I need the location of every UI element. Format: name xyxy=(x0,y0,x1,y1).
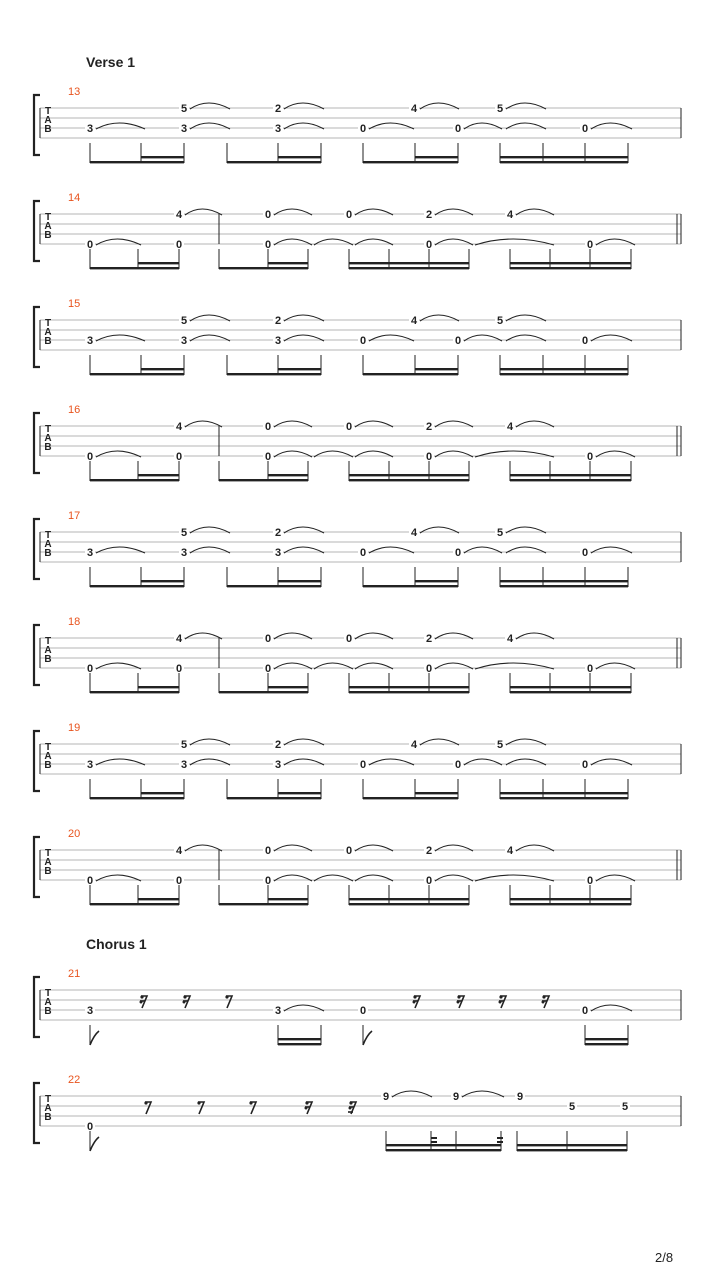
fret-number: 0 xyxy=(586,875,594,887)
beam xyxy=(510,903,631,905)
rest-16 xyxy=(413,995,421,1008)
beam-secondary xyxy=(268,474,308,476)
tab-clef-t: T xyxy=(44,848,52,859)
fret-number: 5 xyxy=(180,739,188,751)
system-bracket xyxy=(34,625,40,685)
fret-number: 0 xyxy=(175,663,183,675)
beam-secondary xyxy=(415,792,458,794)
beam xyxy=(227,161,321,163)
tab-clef-t: T xyxy=(44,530,52,541)
beam xyxy=(363,585,458,587)
beam-secondary xyxy=(141,156,184,158)
fret-number: 0 xyxy=(581,759,589,771)
fret-number: 0 xyxy=(264,209,272,221)
tab-clef-b: B xyxy=(44,866,52,877)
small-beam-mark xyxy=(431,1141,437,1143)
beam xyxy=(90,373,184,375)
fret-number: 0 xyxy=(581,1005,589,1017)
beam-secondary xyxy=(268,262,308,264)
beam xyxy=(219,267,308,269)
tab-clef-a: A xyxy=(44,1103,52,1114)
fret-number: 0 xyxy=(359,123,367,135)
fret-number: 3 xyxy=(274,335,282,347)
beam-secondary xyxy=(278,580,321,582)
system xyxy=(34,1074,681,1151)
beam-secondary xyxy=(517,1144,627,1146)
rest-dot xyxy=(413,1001,416,1004)
fret-number: 5 xyxy=(568,1101,576,1113)
rest-8 xyxy=(249,1101,256,1114)
measure-number: 13 xyxy=(68,86,81,98)
rest-dot xyxy=(542,995,545,998)
fret-number: 0 xyxy=(264,633,272,645)
beam xyxy=(90,691,179,693)
fret-number: 4 xyxy=(410,739,418,751)
rest-16 xyxy=(305,1101,313,1114)
fret-number: 5 xyxy=(496,527,504,539)
beam xyxy=(500,373,628,375)
fret-number: 0 xyxy=(264,239,272,251)
fret-number: 0 xyxy=(359,335,367,347)
fret-number: 3 xyxy=(86,759,94,771)
measure-number: 17 xyxy=(68,510,81,522)
measure-number: 16 xyxy=(68,404,81,416)
beam-secondary xyxy=(349,262,469,264)
tab-clef-t: T xyxy=(44,742,52,753)
fret-number: 2 xyxy=(274,739,282,751)
beam xyxy=(585,1043,628,1045)
tab-clef-a: A xyxy=(44,221,52,232)
fret-number: 0 xyxy=(359,1005,367,1017)
tab-clef-a: A xyxy=(44,857,52,868)
beam xyxy=(517,1149,627,1151)
fret-number: 0 xyxy=(86,663,94,675)
fret-number: 9 xyxy=(452,1091,460,1103)
fret-number: 3 xyxy=(274,123,282,135)
beam xyxy=(227,797,321,799)
beam xyxy=(386,1149,501,1151)
tab-clef-a: A xyxy=(44,751,52,762)
system-bracket xyxy=(34,413,40,473)
tab-clef-a: A xyxy=(44,539,52,550)
fret-number: 4 xyxy=(506,845,514,857)
fret-number: 4 xyxy=(175,421,183,433)
beam xyxy=(219,903,308,905)
tab-clef-b: B xyxy=(44,230,52,241)
rest-8 xyxy=(144,1101,151,1114)
fret-number: 0 xyxy=(454,123,462,135)
rest-dot xyxy=(542,1001,545,1004)
fret-number: 0 xyxy=(359,759,367,771)
beam xyxy=(349,479,469,481)
rest-dot xyxy=(183,995,186,998)
beam-secondary xyxy=(349,686,469,688)
fret-number: 0 xyxy=(86,239,94,251)
rest-dot xyxy=(457,1001,460,1004)
fret-number: 5 xyxy=(496,315,504,327)
fret-number: 9 xyxy=(382,1091,390,1103)
beam xyxy=(363,797,458,799)
tab-clef-t: T xyxy=(44,318,52,329)
fret-number: 3 xyxy=(180,335,188,347)
fret-number: 0 xyxy=(345,845,353,857)
system xyxy=(34,298,681,375)
beam xyxy=(90,479,179,481)
rest-dot xyxy=(499,995,502,998)
beam-secondary xyxy=(510,474,631,476)
fret-number: 0 xyxy=(586,451,594,463)
beam xyxy=(219,691,308,693)
beam xyxy=(219,479,308,481)
fret-number: 9 xyxy=(516,1091,524,1103)
fret-number: 4 xyxy=(175,845,183,857)
measure-number: 14 xyxy=(68,192,81,204)
beam-secondary xyxy=(278,368,321,370)
fret-number: 3 xyxy=(274,759,282,771)
fret-number: 4 xyxy=(506,421,514,433)
note-flag xyxy=(363,1031,372,1045)
tab-clef-b: B xyxy=(44,1006,52,1017)
beam-secondary xyxy=(510,686,631,688)
fret-number: 0 xyxy=(264,845,272,857)
fret-number: 0 xyxy=(86,1121,94,1133)
fret-number: 0 xyxy=(359,547,367,559)
fret-number: 0 xyxy=(264,875,272,887)
system xyxy=(34,616,681,693)
fret-number: 2 xyxy=(274,527,282,539)
beam-secondary xyxy=(141,580,184,582)
rest-32 xyxy=(348,1101,356,1114)
note-flag xyxy=(90,1031,99,1045)
fret-number: 0 xyxy=(175,239,183,251)
fret-number: 4 xyxy=(175,633,183,645)
note-flag xyxy=(90,1137,99,1151)
beam-secondary xyxy=(349,898,469,900)
beam xyxy=(227,373,321,375)
system-bracket xyxy=(34,977,40,1037)
tab-clef-b: B xyxy=(44,548,52,559)
rest-16 xyxy=(183,995,191,1008)
fret-number: 0 xyxy=(345,633,353,645)
beam xyxy=(363,161,458,163)
rest-dot xyxy=(249,1101,252,1104)
fret-number: 0 xyxy=(454,335,462,347)
beam-secondary xyxy=(278,792,321,794)
fret-number: 0 xyxy=(454,547,462,559)
tab-clef-t: T xyxy=(44,1094,52,1105)
fret-number: 0 xyxy=(345,421,353,433)
beam-secondary xyxy=(415,368,458,370)
system-bracket xyxy=(34,837,40,897)
tab-clef-t: T xyxy=(44,212,52,223)
fret-number: 0 xyxy=(586,663,594,675)
beam xyxy=(510,691,631,693)
fret-number: 4 xyxy=(410,315,418,327)
beam-secondary xyxy=(138,262,179,264)
rest-dot xyxy=(197,1101,200,1104)
fret-number: 3 xyxy=(274,547,282,559)
fret-number: 4 xyxy=(175,209,183,221)
system xyxy=(34,968,681,1045)
beam-secondary xyxy=(415,580,458,582)
tab-clef-b: B xyxy=(44,124,52,135)
fret-number: 5 xyxy=(496,739,504,751)
rest-dot xyxy=(413,995,416,998)
beam xyxy=(349,691,469,693)
fret-number: 4 xyxy=(506,633,514,645)
rest-dot xyxy=(144,1101,147,1104)
fret-number: 0 xyxy=(586,239,594,251)
rest-dot xyxy=(457,995,460,998)
fret-number: 0 xyxy=(581,547,589,559)
fret-number: 5 xyxy=(621,1101,629,1113)
beam-secondary xyxy=(415,156,458,158)
system-bracket xyxy=(34,201,40,261)
tab-clef-b: B xyxy=(44,654,52,665)
fret-number: 0 xyxy=(175,451,183,463)
tab-clef-b: B xyxy=(44,760,52,771)
beam xyxy=(227,585,321,587)
fret-number: 0 xyxy=(264,451,272,463)
measure-number: 19 xyxy=(68,722,81,734)
fret-number: 2 xyxy=(425,845,433,857)
rest-dot xyxy=(305,1107,308,1110)
tab-clef-a: A xyxy=(44,433,52,444)
beam xyxy=(363,373,458,375)
beam-secondary xyxy=(585,1038,628,1040)
beam-secondary xyxy=(268,686,308,688)
system-bracket xyxy=(34,1083,40,1143)
beam-secondary xyxy=(138,686,179,688)
fret-number: 5 xyxy=(180,315,188,327)
fret-number: 0 xyxy=(425,239,433,251)
fret-number: 0 xyxy=(425,875,433,887)
fret-number: 3 xyxy=(180,759,188,771)
rest-16 xyxy=(140,995,148,1008)
small-beam-mark xyxy=(431,1137,437,1139)
beam-secondary xyxy=(268,898,308,900)
measure-number: 20 xyxy=(68,828,81,840)
fret-number: 2 xyxy=(274,103,282,115)
system-bracket xyxy=(34,519,40,579)
rest-16 xyxy=(542,995,550,1008)
fret-number: 0 xyxy=(264,663,272,675)
beam-secondary xyxy=(141,368,184,370)
tab-clef-t: T xyxy=(44,106,52,117)
tab-clef-t: T xyxy=(44,424,52,435)
beam-secondary xyxy=(510,898,631,900)
beam xyxy=(349,903,469,905)
fret-number: 4 xyxy=(410,527,418,539)
beam-secondary xyxy=(141,792,184,794)
tab-clef-a: A xyxy=(44,115,52,126)
beam xyxy=(90,585,184,587)
measure-number: 21 xyxy=(68,968,81,980)
rest-dot xyxy=(225,995,228,998)
rest-8 xyxy=(197,1101,204,1114)
fret-number: 3 xyxy=(180,123,188,135)
rest-dot xyxy=(140,995,143,998)
beam xyxy=(90,161,184,163)
beam xyxy=(90,797,184,799)
fret-number: 2 xyxy=(274,315,282,327)
fret-number: 5 xyxy=(496,103,504,115)
beam-secondary xyxy=(278,1038,321,1040)
beam xyxy=(510,479,631,481)
fret-number: 3 xyxy=(86,123,94,135)
beam-secondary xyxy=(500,156,628,158)
beam xyxy=(90,903,179,905)
tab-clef-a: A xyxy=(44,645,52,656)
fret-number: 3 xyxy=(274,1005,282,1017)
fret-number: 0 xyxy=(454,759,462,771)
system xyxy=(34,192,681,269)
beam-secondary xyxy=(510,262,631,264)
small-beam-mark xyxy=(497,1137,503,1139)
beam xyxy=(349,267,469,269)
tab-clef-b: B xyxy=(44,336,52,347)
system-bracket xyxy=(34,95,40,155)
measure-number: 22 xyxy=(68,1074,81,1086)
rest-dot xyxy=(499,1001,502,1004)
system xyxy=(34,86,681,163)
tab-clef-b: B xyxy=(44,442,52,453)
beam-secondary xyxy=(138,474,179,476)
measure-number: 15 xyxy=(68,298,81,310)
tab-clef-a: A xyxy=(44,327,52,338)
fret-number: 3 xyxy=(180,547,188,559)
fret-number: 5 xyxy=(180,527,188,539)
rest-16 xyxy=(499,995,507,1008)
system-bracket xyxy=(34,731,40,791)
fret-number: 0 xyxy=(86,451,94,463)
fret-number: 3 xyxy=(86,547,94,559)
fret-number: 0 xyxy=(425,663,433,675)
beam-secondary xyxy=(138,898,179,900)
rest-16 xyxy=(457,995,465,1008)
measure-number: 18 xyxy=(68,616,81,628)
section-title-verse-1: Verse 1 xyxy=(86,54,136,70)
beam-secondary xyxy=(500,792,628,794)
fret-number: 0 xyxy=(86,875,94,887)
system xyxy=(34,722,681,799)
fret-number: 0 xyxy=(264,421,272,433)
beam xyxy=(500,161,628,163)
beam xyxy=(500,585,628,587)
fret-number: 5 xyxy=(180,103,188,115)
fret-number: 4 xyxy=(410,103,418,115)
fret-number: 0 xyxy=(425,451,433,463)
fret-number: 2 xyxy=(425,421,433,433)
fret-number: 0 xyxy=(581,335,589,347)
section-title-chorus-1: Chorus 1 xyxy=(86,936,147,952)
beam-secondary xyxy=(349,474,469,476)
tab-clef-a: A xyxy=(44,997,52,1008)
page-number: 2/8 xyxy=(655,1250,674,1265)
rest-dot xyxy=(140,1001,143,1004)
system xyxy=(34,828,681,905)
fret-number: 0 xyxy=(175,875,183,887)
system xyxy=(34,510,681,587)
tab-clef-b: B xyxy=(44,1112,52,1123)
fret-number: 2 xyxy=(425,633,433,645)
system-bracket xyxy=(34,307,40,367)
rest-8 xyxy=(225,995,232,1008)
beam xyxy=(90,267,179,269)
system xyxy=(34,404,681,481)
beam xyxy=(278,1043,321,1045)
beam xyxy=(510,267,631,269)
fret-number: 3 xyxy=(86,1005,94,1017)
beam-secondary xyxy=(386,1144,501,1146)
fret-number: 3 xyxy=(86,335,94,347)
rest-dot xyxy=(183,1001,186,1004)
beam-secondary xyxy=(500,368,628,370)
tab-clef-t: T xyxy=(44,988,52,999)
fret-number: 2 xyxy=(425,209,433,221)
fret-number: 4 xyxy=(506,209,514,221)
rest-dot xyxy=(305,1101,308,1104)
beam xyxy=(500,797,628,799)
tab-clef-t: T xyxy=(44,636,52,647)
beam-secondary xyxy=(500,580,628,582)
fret-number: 0 xyxy=(345,209,353,221)
beam-secondary xyxy=(278,156,321,158)
small-beam-mark xyxy=(497,1141,503,1143)
rest-dot xyxy=(349,1107,352,1110)
fret-number: 0 xyxy=(581,123,589,135)
rest-dot xyxy=(349,1101,352,1104)
